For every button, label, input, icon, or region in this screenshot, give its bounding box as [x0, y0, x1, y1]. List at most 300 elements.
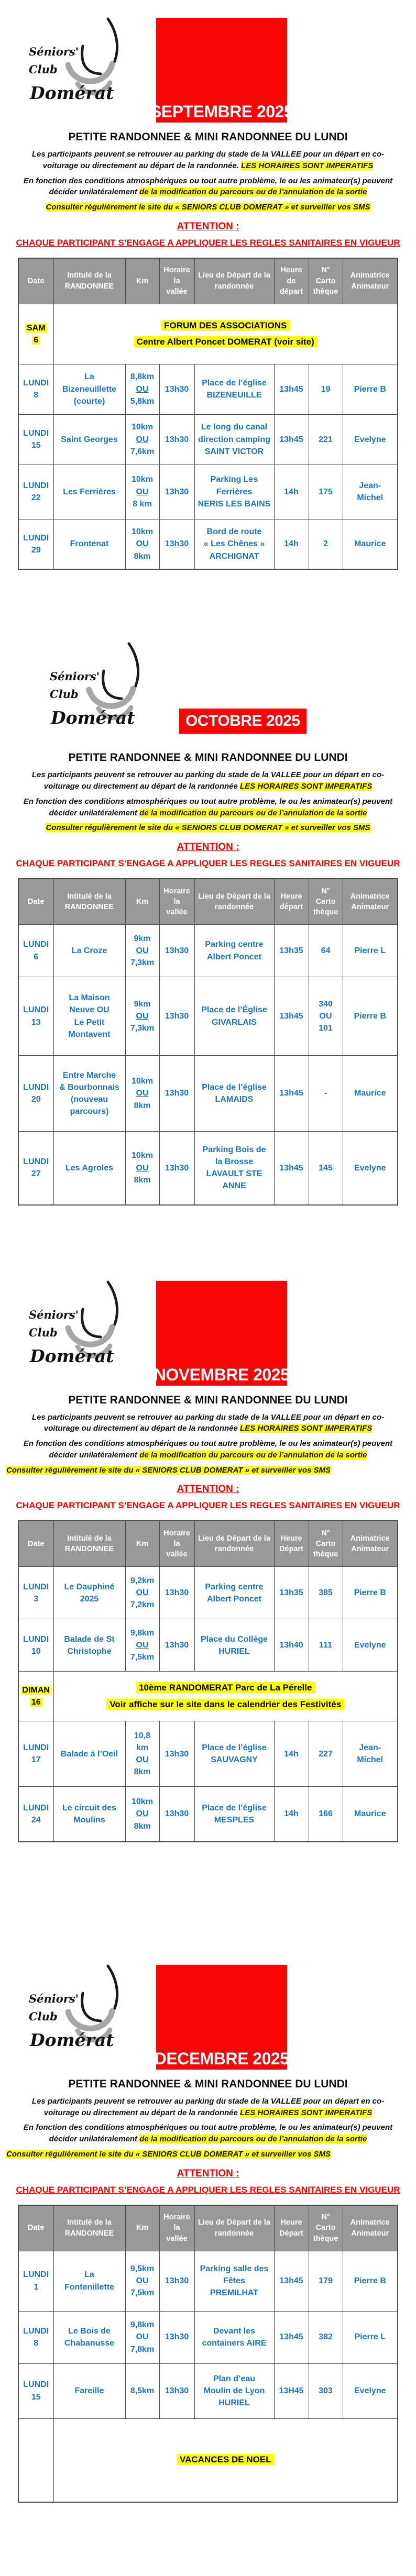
text-line: randonnée	[214, 2229, 254, 2238]
leader-cell	[343, 1567, 398, 1619]
km-line: 8km	[134, 1821, 151, 1831]
hike-name-cell	[53, 1567, 125, 1619]
date-text: LUNDI	[23, 1082, 49, 1092]
date-cell	[18, 1619, 53, 1672]
text-line: 175	[319, 487, 333, 496]
valley-time-cell	[159, 414, 194, 465]
month-section-octobre-2025	[0, 625, 416, 1263]
km-line: OU	[136, 435, 149, 444]
text-line: Parking centre	[205, 1582, 264, 1591]
attention-text: ATTENTION :	[177, 220, 239, 232]
departure-time-cell	[274, 364, 309, 414]
valley-time: 13h30	[165, 1588, 189, 1598]
leader-cell	[343, 1132, 398, 1205]
text-line: la Brosse	[215, 1157, 254, 1167]
text-line: vallée	[166, 2234, 188, 2243]
text-line: Km	[136, 897, 149, 906]
km-line: 9km	[134, 934, 151, 943]
text-line: Devant les	[213, 2326, 256, 2336]
text-line: Bizeneuillette	[62, 384, 117, 394]
event-line	[55, 2453, 397, 2467]
text-line: Bord de route	[206, 527, 262, 537]
text-line: départ	[279, 287, 303, 296]
valley-time: 13h30	[165, 1089, 189, 1098]
header-cell	[125, 879, 159, 925]
club-name-line2: Club	[50, 688, 79, 701]
km-line: OU	[136, 1163, 149, 1173]
header-cell	[274, 2205, 309, 2251]
km-line: 8km	[134, 551, 151, 561]
section-title: PETITE RANDONNEE & MINI RANDONNEE DU LUNDI	[68, 131, 348, 143]
date-cell	[18, 364, 53, 414]
hike-row	[18, 2311, 398, 2363]
highlighted-text: Consulter régulièrement le site du « SENIORS CLUB DOMERAT » et surveiller vos SMS	[6, 1465, 331, 1475]
section-header	[0, 15, 416, 123]
event-row	[18, 2418, 398, 2502]
plain-text: En fonction des conditions atmosphériques ou tout autre problème, le ou les animateur(s) peuvent décider unilatéralement	[23, 176, 393, 197]
text-line: parcours)	[70, 1107, 109, 1116]
date-text: 15	[31, 441, 41, 450]
text-line: Le Petit	[74, 1018, 105, 1027]
text-line: Départ	[279, 2229, 303, 2238]
date-text: LUNDI	[23, 533, 49, 543]
text-line: la	[173, 2224, 180, 2232]
card-number-cell	[309, 1619, 343, 1672]
leader-cell	[343, 1056, 398, 1132]
departure-time: 14h	[284, 487, 299, 496]
header-cell	[159, 1521, 194, 1567]
rules-text: CHAQUE PARTICIPANT S’ENGAGE A APPLIQUER LES REGLES SANITAIRES EN VIGUEUR	[16, 2184, 400, 2195]
km-line: 7,3km	[130, 958, 155, 968]
date-cell	[18, 977, 53, 1056]
date-line	[20, 2281, 52, 2293]
km-line: 10km	[132, 527, 153, 537]
date-line	[20, 938, 52, 950]
km-line: 7,6km	[130, 447, 155, 456]
km-line: 8,8km	[130, 372, 155, 382]
section-header	[0, 639, 416, 743]
text-line: Intitulé de la	[67, 892, 112, 901]
text-line: Parking salle des	[200, 2264, 269, 2273]
section-title: PETITE RANDONNEE & MINI RANDONNEE DU LUNDI	[68, 2077, 348, 2090]
text-line: Heure	[280, 1534, 302, 1543]
event-text: Voir affiche sur le site dans le calendrier des Festivités	[106, 1699, 344, 1710]
date-text: SAM	[25, 324, 47, 333]
date-line	[20, 2391, 52, 2403]
plain-text: En fonction des conditions atmosphériques ou tout autre problème, le ou les animateur(s) peuvent décider unilatéralement	[23, 1439, 393, 1460]
departure-place-cell	[194, 977, 274, 1056]
date-line	[20, 334, 52, 346]
departure-place-cell	[194, 465, 274, 519]
departure-time: 14h	[284, 1749, 299, 1759]
text-line: départ	[279, 903, 303, 911]
date-line	[20, 1754, 52, 1766]
text-line: Moulin de Lyon	[203, 2386, 265, 2395]
valley-time-cell	[159, 465, 194, 519]
departure-time-cell	[274, 1787, 309, 1842]
date-line	[20, 377, 52, 389]
attention-label	[0, 842, 416, 853]
text-line: Animateur	[351, 1545, 389, 1554]
event-row	[18, 304, 398, 364]
text-line: Animatrice	[350, 271, 390, 280]
attention-label	[0, 2168, 416, 2180]
hike-name-cell	[53, 1056, 125, 1132]
text-line: Ferrières	[216, 487, 253, 496]
hike-row	[18, 1619, 398, 1672]
text-line: ARCHIGNAT	[209, 551, 259, 561]
text-line: Place de l’église	[202, 379, 267, 388]
hike-name-cell	[53, 519, 125, 569]
hike-name-cell	[53, 364, 125, 414]
text-line: Fareille	[74, 2386, 104, 2395]
valley-time-cell	[159, 977, 194, 1056]
date-line	[20, 1004, 52, 1016]
text-line: thèque	[313, 2234, 338, 2243]
club-name-line3: Domérat	[51, 707, 135, 728]
text-line: (courte)	[73, 396, 105, 406]
section-header	[0, 1278, 416, 1386]
text-line: Km	[136, 1540, 149, 1549]
text-line: RANDONNEE	[64, 1545, 114, 1554]
km-line: OU	[136, 1089, 149, 1098]
text-line: Balade de St	[64, 1634, 115, 1644]
valley-time-cell	[159, 2311, 194, 2363]
km-cell	[125, 414, 159, 465]
event-cell	[53, 2418, 398, 2502]
date-line	[20, 492, 52, 504]
card-number-cell	[309, 1132, 343, 1205]
card-number-cell	[309, 977, 343, 1056]
text-line: 385	[319, 1588, 333, 1598]
date-text: 6	[34, 952, 39, 961]
text-line: SAUVAGNY	[211, 1755, 258, 1765]
km-line: km	[136, 1743, 149, 1753]
text-line: Lieu de Départ de la	[198, 271, 270, 280]
rules-label	[0, 238, 416, 248]
departure-time-cell	[274, 977, 309, 1056]
date-line	[20, 1581, 52, 1593]
hike-row	[18, 977, 398, 1056]
text-line: La Maison	[69, 993, 110, 1003]
date-line	[20, 1093, 52, 1105]
intro-paragraph	[18, 822, 398, 834]
valley-time-cell	[159, 2363, 194, 2418]
valley-time: 13h30	[165, 2332, 189, 2342]
km-cell	[125, 465, 159, 519]
header-cell	[309, 1521, 343, 1567]
hike-row	[18, 414, 398, 465]
date-line	[20, 1742, 52, 1754]
text-line: 145	[319, 1163, 333, 1173]
hike-row	[18, 1567, 398, 1619]
text-line: Place du Collège	[200, 1634, 268, 1644]
departure-time: 13h45	[279, 2276, 303, 2285]
leader-cell	[343, 414, 398, 465]
intro-paragraph	[6, 2149, 410, 2160]
text-line: Maurice	[354, 539, 386, 549]
header-cell	[159, 879, 194, 925]
event-text: 10ème RANDOMERAT Parc de La Pérelle	[136, 1682, 315, 1693]
date-line	[20, 1593, 52, 1605]
event-cell	[53, 304, 398, 364]
hike-name-cell	[53, 1787, 125, 1842]
date-text: 16	[30, 1698, 42, 1707]
km-line: 9,5km	[130, 2264, 155, 2273]
date-text: LUNDI	[23, 2326, 49, 2336]
text-line: 382	[319, 2332, 333, 2342]
event-line	[55, 319, 397, 333]
valley-time: 13h30	[165, 946, 189, 955]
text-line: Km	[136, 277, 149, 285]
date-line	[20, 1645, 52, 1657]
date-text: 27	[31, 1169, 41, 1179]
header-cell	[194, 2205, 274, 2251]
text-line: la	[173, 277, 180, 285]
date-cell	[18, 1132, 53, 1205]
header-cell	[159, 2205, 194, 2251]
club-name-line3: Domérat	[30, 1345, 114, 1366]
km-line: 10km	[132, 423, 153, 432]
header-cell	[18, 2205, 53, 2251]
text-line: Animateur	[351, 2229, 389, 2238]
departure-time: 13h35	[279, 1588, 303, 1598]
event-line	[55, 336, 397, 349]
club-name-line3: Domérat	[30, 83, 114, 103]
text-line: Date	[28, 1540, 45, 1549]
departure-time: 13h45	[279, 1089, 303, 1098]
header-cell	[53, 2205, 125, 2251]
text-line: Place de l’église	[202, 1743, 267, 1753]
text-line: Lieu de Départ de la	[198, 892, 270, 901]
header-cell	[309, 2205, 343, 2251]
valley-time-cell	[159, 1787, 194, 1842]
plain-text: En fonction des conditions atmosphériques ou tout autre problème, le ou les animateur(s) peuvent décider unilatéralement	[23, 797, 393, 817]
text-line: Parking Bois de	[202, 1145, 266, 1154]
date-text: DIMAN	[21, 1686, 51, 1695]
valley-time-cell	[159, 1567, 194, 1619]
intro-paragraph	[18, 175, 398, 198]
text-line: 227	[319, 1749, 333, 1759]
text-line: Carto	[315, 277, 336, 285]
hike-name-cell	[53, 977, 125, 1056]
text-line: Heure	[280, 266, 302, 275]
schedule-table	[18, 258, 398, 570]
date-line	[20, 480, 52, 492]
departure-place-cell	[194, 2311, 274, 2363]
rules-label	[0, 1500, 416, 1511]
text-line: Les Ferrières	[63, 487, 116, 496]
departure-time-cell	[274, 414, 309, 465]
departure-place-cell	[194, 1056, 274, 1132]
section-gap	[0, 1206, 416, 1263]
text-line: Pierre B	[354, 384, 386, 394]
text-line: Intitulé de la	[67, 2218, 112, 2227]
text-line: La	[84, 2270, 94, 2280]
km-line: OU	[136, 487, 149, 496]
valley-time: 13h30	[165, 1809, 189, 1819]
event-line	[55, 1698, 397, 1711]
section-gap	[0, 1842, 416, 1947]
km-line: 7,8km	[130, 2345, 155, 2354]
intro-paragraph	[18, 2096, 398, 2119]
intro-paragraph	[18, 202, 398, 213]
departure-place-cell	[194, 925, 274, 977]
text-line: Le Bois de	[68, 2326, 111, 2336]
header-row	[18, 258, 398, 304]
hike-row	[18, 1787, 398, 1842]
text-line: Place de l’église	[202, 1082, 267, 1092]
highlighted-text: de la modification du parcours ou de l’annulation de la sortie	[139, 808, 367, 817]
club-name-line1: Séniors'	[29, 1308, 79, 1321]
leader-cell	[343, 1721, 398, 1787]
date-line	[20, 389, 52, 401]
hike-row	[18, 519, 398, 569]
text-line: Neuve OU	[69, 1005, 110, 1015]
attention-label	[0, 221, 416, 233]
valley-time: 13h30	[165, 2276, 189, 2285]
schedule-table	[18, 2205, 398, 2503]
km-line: 10,8	[134, 1731, 151, 1740]
section-header	[0, 1962, 416, 2070]
rules-text: CHAQUE PARTICIPANT S’ENGAGE A APPLIQUER LES REGLES SANITAIRES EN VIGUEUR	[16, 1500, 400, 1511]
text-line: Evelyne	[354, 1163, 386, 1173]
club-name-line1: Séniors'	[29, 45, 79, 58]
text-line: Heure	[280, 2218, 302, 2227]
date-text: LUNDI	[23, 1582, 49, 1591]
text-line: Evelyne	[354, 1641, 386, 1650]
text-line: Montavent	[68, 1030, 111, 1039]
text-line: Balade à l’Oeil	[60, 1749, 118, 1759]
departure-time: 14h	[284, 539, 299, 549]
date-cell	[18, 1056, 53, 1132]
date-line	[20, 439, 52, 451]
attention-text: ATTENTION :	[177, 2168, 239, 2179]
club-logo	[29, 1962, 126, 2065]
text-line: -	[324, 1089, 327, 1098]
text-line: BIZENEUILLE	[206, 391, 262, 400]
text-line: OU	[319, 1011, 332, 1021]
schedule-table	[18, 878, 398, 1206]
km-line: OU	[136, 2276, 149, 2285]
date-text: LUNDI	[23, 2270, 49, 2280]
header-cell	[194, 1521, 274, 1567]
valley-time: 13h30	[165, 1163, 189, 1173]
highlighted-text: de la modification du parcours ou de l’annulation de la sortie	[139, 2135, 367, 2143]
date-text: LUNDI	[23, 1743, 49, 1753]
plain-text: Les participants peuvent se retrouver au parking du stade de la VALLEE pour un départ en co-voiturage ou directement au départ de la randonnée	[31, 2096, 385, 2117]
departure-place-cell	[194, 414, 274, 465]
date-cell	[18, 1787, 53, 1842]
departure-time-cell	[274, 1721, 309, 1787]
text-line: la	[173, 1540, 180, 1549]
header-cell	[343, 258, 398, 304]
header-row	[18, 2205, 398, 2251]
date-text: 8	[34, 2339, 39, 2348]
intro-paragraph	[18, 1438, 398, 1461]
km-line: OU	[136, 1755, 149, 1765]
leader-cell	[343, 2311, 398, 2363]
text-line: Intitulé de la	[67, 1534, 112, 1543]
header-cell	[18, 879, 53, 925]
departure-time-cell	[274, 1132, 309, 1205]
text-line: thèque	[313, 287, 338, 296]
text-line: Carto	[315, 2224, 336, 2232]
card-number-cell	[309, 414, 343, 465]
intro-paragraph	[18, 2122, 398, 2145]
month-banner	[156, 1965, 287, 2070]
text-line: RANDONNEE	[64, 2229, 114, 2238]
departure-time-cell	[274, 519, 309, 569]
date-line	[20, 544, 52, 556]
text-line: Carto	[315, 1540, 336, 1549]
km-cell	[125, 1787, 159, 1842]
date-text: 13	[31, 1018, 41, 1027]
card-number-cell	[309, 1056, 343, 1132]
text-line: Date	[28, 277, 45, 285]
text-line: Intitulé de la	[67, 271, 112, 280]
plain-text: Les participants peuvent se retrouver au parking du stade de la VALLEE pour un départ en co-voiturage ou directement au départ de la randonnée	[31, 770, 385, 791]
valley-time-cell	[159, 925, 194, 977]
header-cell	[125, 258, 159, 304]
valley-time-cell	[159, 364, 194, 414]
club-name-line2: Club	[29, 63, 58, 76]
text-line: 2025	[80, 1594, 99, 1604]
highlighted-text: LES HORAIRES SONT IMPERATIFS	[240, 2108, 373, 2117]
valley-time-cell	[159, 1056, 194, 1132]
text-line: Albert Poncet	[206, 952, 261, 961]
highlighted-text: Consulter régulièrement le site du « SENIORS CLUB DOMERAT » et surveiller vos SMS	[46, 203, 370, 212]
date-cell	[18, 1721, 53, 1787]
departure-time-cell	[274, 925, 309, 977]
text-line: 179	[319, 2276, 333, 2285]
km-line: 7,5km	[130, 1653, 155, 1662]
highlighted-text: LES HORAIRES SONT IMPERATIFS	[241, 161, 374, 170]
km-line: 8,5km	[130, 2386, 155, 2395]
text-line: Date	[28, 897, 45, 906]
date-line	[20, 1081, 52, 1093]
valley-time: 13h30	[165, 384, 189, 394]
departure-place-cell	[194, 1567, 274, 1619]
hike-name-cell	[53, 925, 125, 977]
km-cell	[125, 1056, 159, 1132]
date-line	[20, 1814, 52, 1826]
rules-text: CHAQUE PARTICIPANT S’ENGAGE A APPLIQUER LES REGLES SANITAIRES EN VIGUEUR	[16, 858, 400, 868]
header-row	[18, 1521, 398, 1567]
date-line	[20, 1684, 52, 1696]
km-line: OU	[136, 1588, 149, 1598]
text-line: Km	[136, 2224, 149, 2232]
leader-cell	[343, 519, 398, 569]
km-line: OU	[136, 384, 149, 394]
club-name-line1: Séniors'	[29, 1992, 79, 2005]
highlighted-text: de la modification du parcours ou de l’annulation de la sortie	[139, 187, 367, 197]
valley-time-cell	[159, 1619, 194, 1672]
text-line: Animatrice	[350, 892, 390, 901]
km-line: 10km	[132, 475, 153, 484]
text-line: Plan d’eau	[213, 2374, 256, 2383]
text-line: N°	[321, 1529, 330, 1538]
text-line: randonnée	[214, 282, 254, 291]
date-text: LUNDI	[23, 1803, 49, 1812]
rules-label	[0, 2185, 416, 2195]
text-line: Pierre B	[354, 2276, 386, 2285]
date-text: LUNDI	[23, 1634, 49, 1644]
text-line: Parking centre	[205, 940, 264, 949]
date-cell	[18, 1567, 53, 1619]
text-line: N°	[321, 2213, 330, 2222]
hike-name-cell	[53, 2311, 125, 2363]
